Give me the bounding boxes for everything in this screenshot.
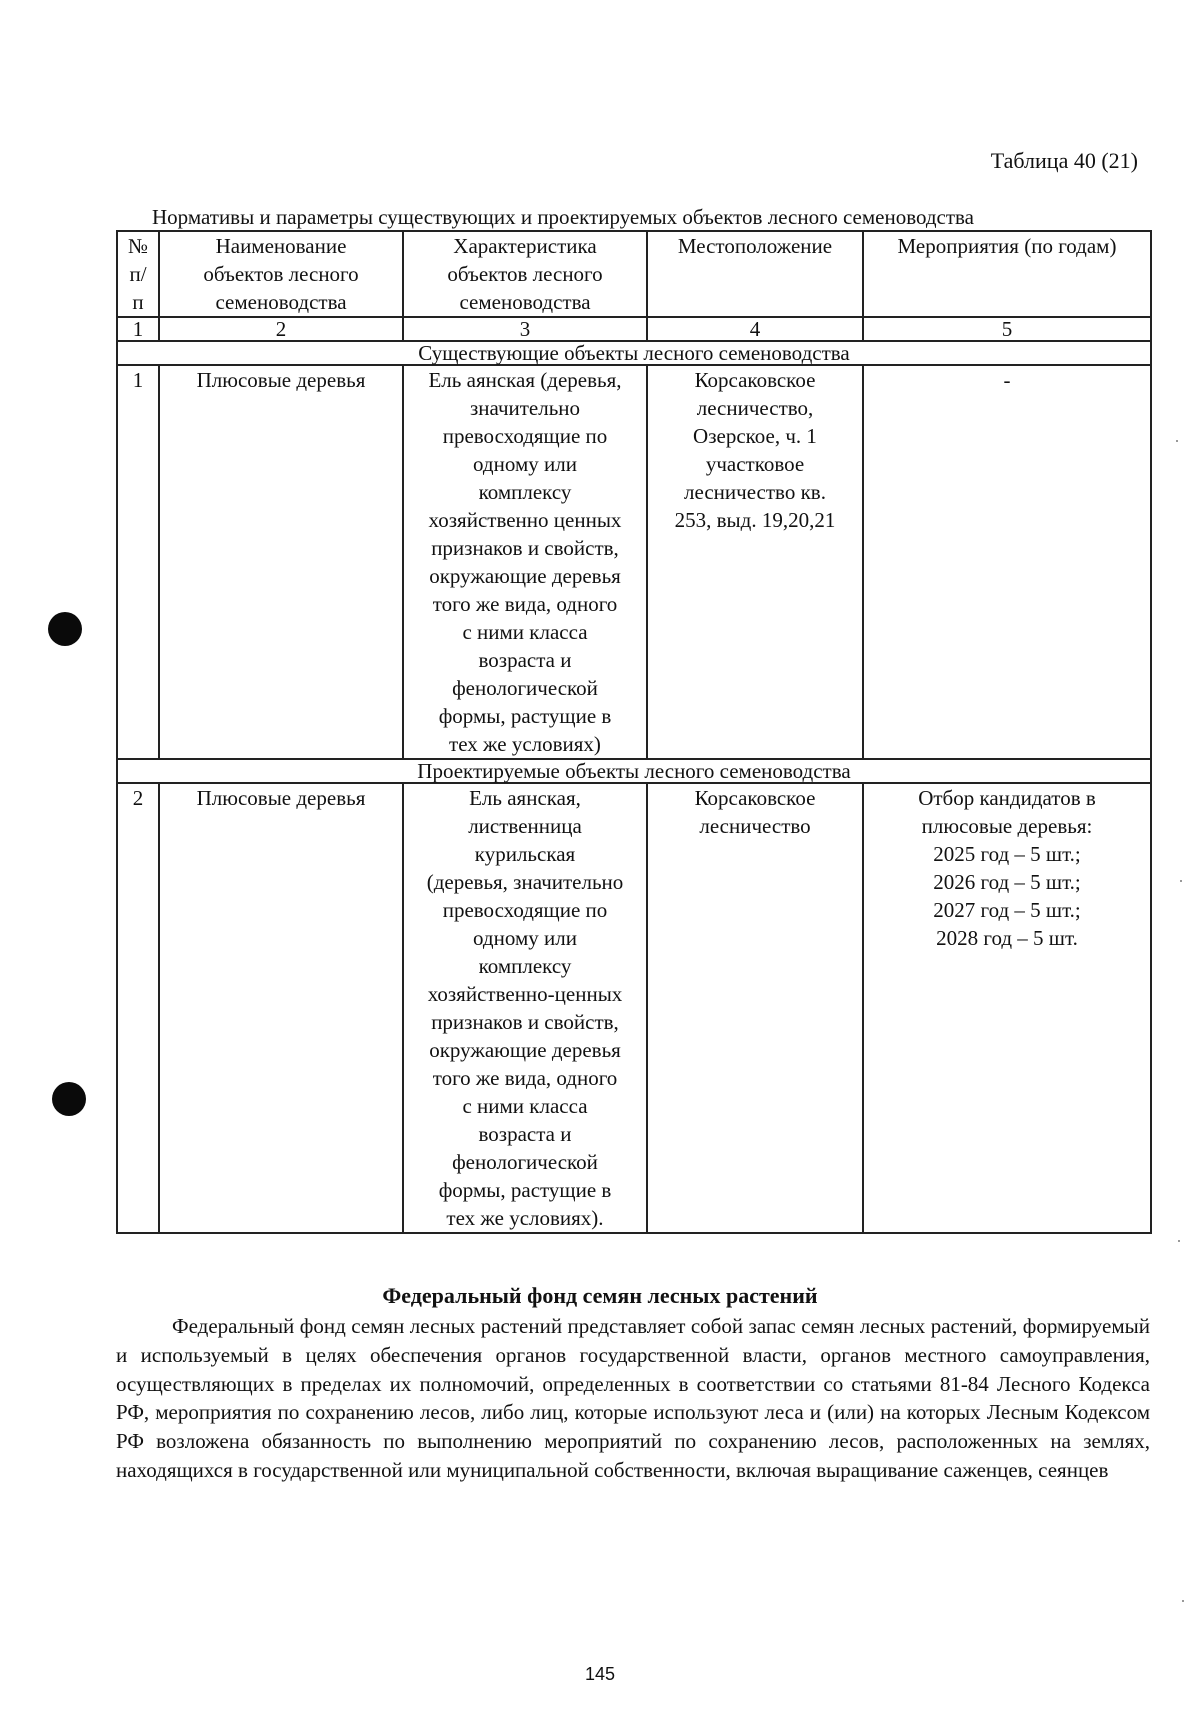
header-object-name: Наименование объектов лесного семеноводства: [159, 231, 403, 317]
column-number: 4: [647, 317, 863, 341]
column-number: 2: [159, 317, 403, 341]
scan-speck: [1182, 1600, 1184, 1602]
row-number: 1: [117, 365, 159, 759]
table-number-label: Таблица 40 (21): [990, 148, 1138, 173]
table-row: [117, 783, 1151, 1233]
scan-speck: [1176, 440, 1178, 442]
section-title-existing: Существующие объекты лесного семеноводства: [117, 341, 1151, 365]
seed-objects-table: [116, 230, 1152, 1234]
header-number: № п/ п: [117, 231, 159, 317]
punch-hole-mark: [52, 1082, 86, 1116]
punch-hole-mark: [48, 612, 82, 646]
header-characteristic: Характеристика объектов лесного семеноводства: [403, 231, 647, 317]
object-name-cell: Плюсовые деревья: [159, 365, 403, 759]
characteristic-cell: Ель аянская (деревья, значительно превосходящие по одному или комплексу хозяйственно ценных признаков и свойств, окружающие деревья того же вида, одного с ними класса возраста и фенологической формы, растущие в тех же условиях): [403, 365, 647, 759]
scan-speck: [1180, 880, 1182, 882]
table-row: [117, 365, 1151, 759]
section-title-projected: Проектируемые объекты лесного семеноводства: [117, 759, 1151, 783]
location-cell: Корсаковское лесничество: [647, 783, 863, 1233]
section-row-projected: [117, 759, 1151, 783]
column-number-row: [117, 317, 1151, 341]
header-location: Местоположение: [647, 231, 863, 317]
object-name-cell: Плюсовые деревья: [159, 783, 403, 1233]
page-number: 145: [584, 1664, 616, 1684]
fund-heading: Федеральный фонд семян лесных растений: [382, 1283, 818, 1308]
characteristic-cell: Ель аянская, лиственница курильская (деревья, значительно превосходящие по одному или комплексу хозяйственно-ценных признаков и свойств, окружающие деревья того же вида, одного с ними класса возраста и фенологической формы, растущие в тех же условиях).: [403, 783, 647, 1233]
scan-speck: [1178, 1240, 1180, 1242]
measures-cell: Отбор кандидатов в плюсовые деревья: 2025 год – 5 шт.; 2026 год – 5 шт.; 2027 год – 5 шт.; 2028 год – 5 шт.: [863, 783, 1151, 1233]
measures-cell: -: [863, 365, 1151, 759]
row-number: 2: [117, 783, 159, 1233]
section-row-existing: [117, 341, 1151, 365]
header-measures: Мероприятия (по годам): [863, 231, 1151, 317]
column-number: 1: [117, 317, 159, 341]
table-header-row: [117, 231, 1151, 317]
location-cell: Корсаковское лесничество, Озерское, ч. 1 участковое лесничество кв. 253, выд. 19,20,21: [647, 365, 863, 759]
column-number: 5: [863, 317, 1151, 341]
fund-paragraph: Федеральный фонд семян лесных растений представляет собой запас семян лесных растений, формируемый и используемый в целях обеспечения органов государственной власти, органов местного самоуправления, осуществляющих в пределах их полномочий, определенных в соответствии со статьями 81-84 Лесного Кодекса РФ, мероприятия по сохранению лесов, либо лиц, которые используют леса и (или) на которых Лесным Кодексом РФ возложена обязанность по выполнению мероприятий по сохранению лесов, расположенных на землях, находящихся в государственной или муниципальной собственности, включая выращивание саженцев, сеянцев: [116, 1314, 1150, 1482]
table-caption: Нормативы и параметры существующих и проектируемых объектов лесного семеноводства: [152, 205, 975, 229]
column-number: 3: [403, 317, 647, 341]
